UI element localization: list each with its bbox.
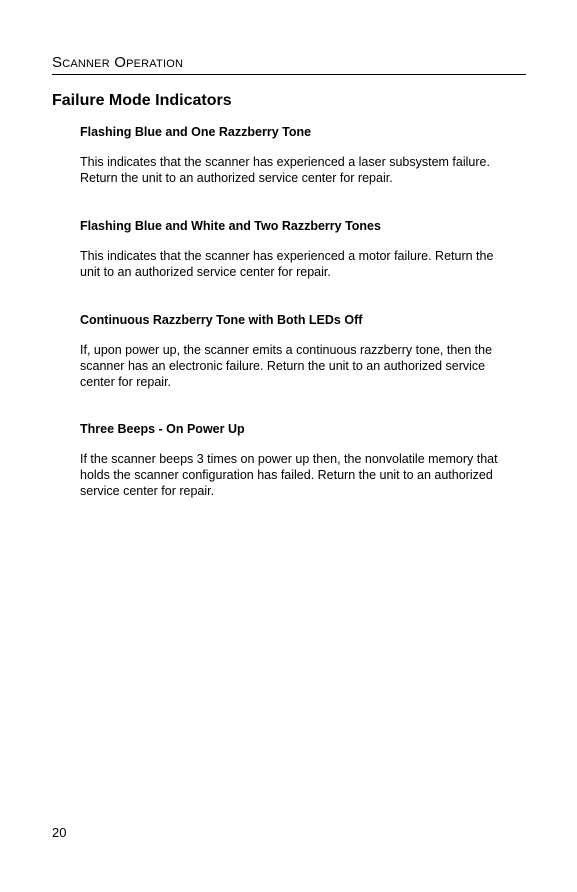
entry-heading: Continuous Razzberry Tone with Both LEDs Off: [80, 313, 363, 327]
failure-entry-electronic: [80, 312, 526, 390]
entry-body: This indicates that the scanner has experienced a laser subsystem failure. Return the unit to an authorized service center for repair.: [80, 155, 490, 185]
failure-entry-memory: [80, 421, 526, 499]
section-title: Failure Mode Indicators: [52, 92, 232, 109]
entry-body: If the scanner beeps 3 times on power up then, the nonvolatile memory that holds the scanner configuration has failed. Return the unit to an authorized service center for repair.: [80, 452, 498, 498]
entry-heading: Three Beeps - On Power Up: [80, 422, 245, 436]
entry-body: If, upon power up, the scanner emits a continuous razzberry tone, then the scanner has an electronic failure. Return the unit to an authorized service center for repair.: [80, 343, 493, 389]
entry-heading: Flashing Blue and White and Two Razzberry Tones: [80, 219, 381, 233]
running-header: Scanner Operation: [52, 54, 184, 71]
entry-heading: Flashing Blue and One Razzberry Tone: [80, 125, 312, 139]
entry-body: This indicates that the scanner has experienced a motor failure. Return the unit to an authorized service center for repair.: [80, 249, 494, 279]
failure-entry-motor: [80, 218, 526, 280]
page-number: 20: [52, 825, 67, 840]
header-divider: [52, 74, 526, 75]
failure-entry-laser: [80, 124, 526, 186]
